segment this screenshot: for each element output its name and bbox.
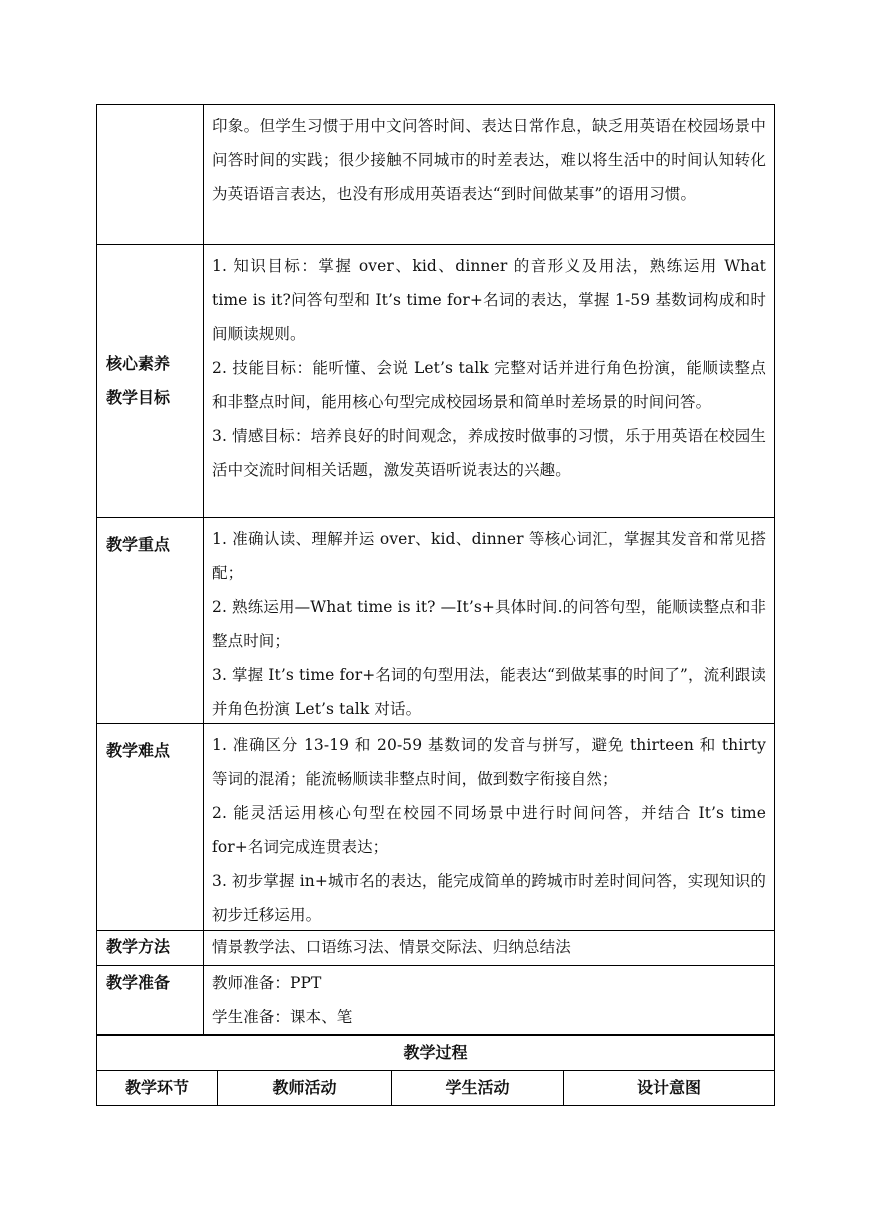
column-header: 设计意图: [636, 1078, 701, 1097]
preparation-content: [204, 966, 774, 1034]
intro-label: [97, 105, 204, 244]
difficulty-item: 3. 初步掌握 in+城市名的表达，能完成简单的跨城市时差时间问答，实现知识的初步迁移运用。: [212, 872, 766, 924]
column-header: 教师活动: [218, 1071, 392, 1105]
process-header-row: [97, 1071, 774, 1105]
preparation-student: 学生准备：课本、笔: [212, 1008, 353, 1026]
methods-row: [97, 931, 774, 966]
difficulties-row: [97, 724, 774, 931]
difficulties-content: [204, 724, 774, 930]
key-point-item: 3. 掌握 It’s time for+名词的句型用法，能表达“到做某事的时间了”，流利跟读并角色扮演 Let’s talk 对话。: [212, 666, 766, 718]
methods-text: 情景教学法、口语练习法、情景交际法、归纳总结法: [212, 938, 571, 956]
preparation-label: 教学准备: [97, 966, 204, 1034]
key-points-label: 教学重点: [97, 518, 204, 723]
objective-item: 3. 情感目标：培养良好的时间观念，养成按时做事的习惯，乐于用英语在校园生活中交流时间相关话题，激发英语听说表达的兴趣。: [212, 427, 766, 479]
methods-label: 教学方法: [97, 931, 204, 965]
objective-item: 1. 知识目标：掌握 over、kid、dinner 的音形义及用法，熟练运用 What time is it?问答句型和 It’s time for+名词的表达，掌握 1-59 基数词构成和时间顺读规则。: [212, 257, 766, 343]
preparation-row: [97, 966, 774, 1036]
column-header: 学生活动: [392, 1071, 564, 1105]
difficulty-item: 2. 能灵活运用核心句型在校园不同场景中进行时间问答，并结合 It’s time for+名词完成连贯表达；: [212, 804, 766, 856]
process-title: 教学过程: [403, 1043, 468, 1062]
key-points-row: [97, 518, 774, 724]
process-title-row: [97, 1036, 774, 1071]
preparation-teacher: 教师准备：PPT: [212, 974, 322, 992]
objectives-content: [204, 245, 774, 517]
intro-row: [97, 105, 774, 245]
objectives-label: [97, 245, 204, 517]
column-header: 教学环节: [97, 1071, 218, 1105]
difficulty-item: 1. 准确区分 13-19 和 20-59 基数词的发音与拼写，避免 thirteen 和 thirty 等词的混淆；能流畅顺读非整点时间，做到数字衔接自然；: [212, 736, 766, 788]
objectives-label-line1: 核心素养: [106, 354, 171, 373]
key-point-item: 2. 熟练运用—What time is it? —It’s+具体时间.的问答句型，能顺读整点和非整点时间；: [212, 598, 766, 650]
objectives-row: [97, 245, 774, 518]
objectives-label-line2: 教学目标: [106, 388, 171, 407]
lesson-plan-table: [96, 104, 775, 1106]
objective-item: 2. 技能目标：能听懂、会说 Let’s talk 完整对话并进行角色扮演，能顺读整点和非整点时间，能用核心句型完成校园场景和简单时差场景的时间问答。: [212, 359, 766, 411]
key-points-content: [204, 518, 774, 723]
intro-text: 印象。但学生习惯于用中文问答时间、表达日常作息，缺乏用英语在校园场景中问答时间的实践；很少接触不同城市的时差表达，难以将生活中的时间认知转化为英语语言表达，也没有形成用英语表达“到时间做某事”的语用习惯。: [212, 117, 766, 203]
key-point-item: 1. 准确认读、理解并运 over、kid、dinner 等核心词汇，掌握其发音和常见搭配；: [212, 530, 766, 582]
difficulties-label: 教学难点: [97, 724, 204, 930]
